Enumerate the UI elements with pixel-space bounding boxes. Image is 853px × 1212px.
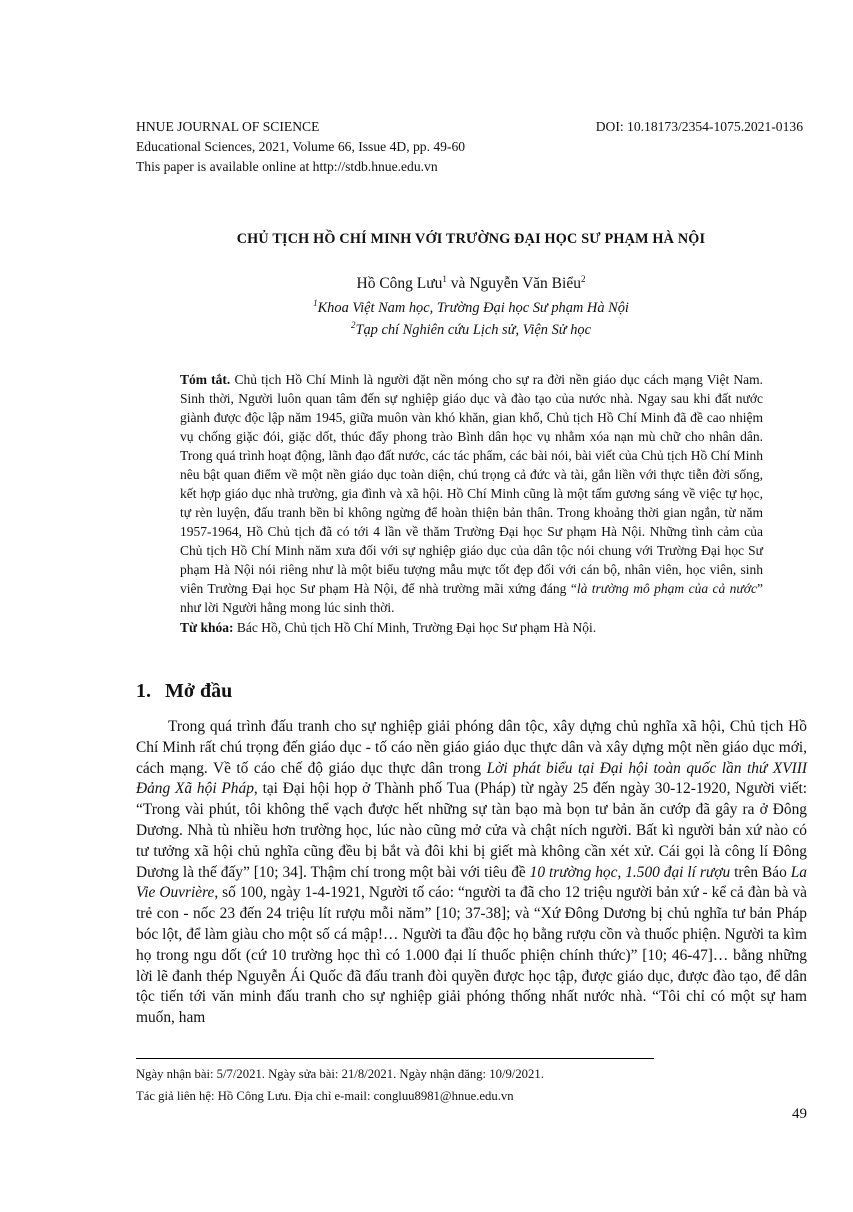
keywords-label: Từ khóa: xyxy=(180,620,234,635)
body-italic-run: La Vie Ouvrière xyxy=(136,863,808,902)
page-number: 49 xyxy=(792,1106,807,1122)
abstract-label: Tóm tắt. xyxy=(180,372,231,387)
keywords-text: Bác Hồ, Chủ tịch Hồ Chí Minh, Trường Đại học Sư phạm Hà Nội. xyxy=(233,620,597,635)
body-text xyxy=(136,717,807,1029)
affiliation-2-text: Tạp chí Nghiên cứu Lịch sử, Viện Sử học xyxy=(355,322,591,338)
affiliation-1-sup: 1 xyxy=(313,298,318,309)
affiliation-2-sup: 2 xyxy=(350,320,356,331)
body-italic-run: Lời phát biểu tại Đại hội toàn quốc lần thứ XVIII Đảng Xã hội Pháp xyxy=(136,759,808,798)
footnote-dates: Ngày nhận bài: 5/7/2021. Ngày sửa bài: 21/8/2021. Ngày nhận đăng: 10/9/2021. xyxy=(136,1067,544,1081)
abstract-quote: là trường mô phạm của cả nước xyxy=(576,581,757,596)
body-text-run: Trong quá trình đấu tranh cho sự nghiệp giải phóng dân tộc, xây dựng chủ nghĩa xã hội, Chủ tịch Hồ Chí Minh rất chú trọng đến giáo dục - tố cáo nền giáo giáo dục thực dân và xây dựng một nền giáo dục mới, cách mạng. Về tố cáo chế độ giáo dục thực dân trong xyxy=(136,718,807,777)
section-heading xyxy=(136,680,232,703)
paper-title: CHỦ TỊCH HỒ CHÍ MINH VỚI TRƯỜNG ĐẠI HỌC SƯ PHẠM HÀ NỘI xyxy=(236,231,706,247)
author-1-sup: 1 xyxy=(442,273,447,284)
doi: DOI: 10.18173/2354-1075.2021-0136 xyxy=(595,119,803,134)
footnote-contact: Tác giả liên hệ: Hồ Công Lưu. Địa chỉ e-mail: congluu8981@hnue.edu.vn xyxy=(136,1089,514,1103)
abstract-paragraph xyxy=(180,370,763,617)
author-2-sup: 2 xyxy=(580,273,586,284)
affiliation-1 xyxy=(136,300,806,317)
affiliation-1-text: Khoa Việt Nam học, Trường Đại học Sư phạm Hà Nội xyxy=(317,300,629,316)
body-text-run: trên Báo xyxy=(730,863,791,881)
affiliation-2 xyxy=(136,322,806,339)
authors-and: và xyxy=(446,275,470,292)
footnote-divider xyxy=(136,1058,654,1059)
section-number: 1. xyxy=(136,680,151,702)
issue-info: Educational Sciences, 2021, Volume 66, Issue 4D, pp. 49-60 xyxy=(136,139,466,154)
body-text-run: , số 100, ngày 1-4-1921, Người tố cáo: “người ta đã cho 12 triệu người bản xứ - kể cả đàn bà và trẻ con - nốc 23 đến 24 triệu lít rượu mỗi năm” [10; 37-38]; và “Xứ Đông Dương bị chủ nghĩa tư bản Pháp bóc lột, để làm giàu cho một số cá mập!… Người ta đầu độc họ bằng rượu cồn và thuốc phiện. Người ta kìm họ trong ngu dốt (cứ 10 trường học thì có 1.000 đại lí thuốc phiện chính thức)” [10; 46-47]… bằng những lời lẽ đanh thép Nguyễn Ái Quốc đã đấu tranh đòi quyền được học tập, được giáo dục, được đào tạo, để dân tộc tiến tới văn minh đấu tranh cho sự nghiệp giải phóng thống nhất nước nhà. “Tôi chỉ có một sự ham muốn, ham xyxy=(136,884,807,1027)
author-1: Hồ Công Lưu xyxy=(356,275,443,292)
online-info: This paper is available online at http://stdb.hnue.edu.vn xyxy=(136,159,438,174)
author-2: Nguyễn Văn Biểu xyxy=(469,275,581,292)
body-italic-run: 10 trường học, 1.500 đại lí rượu xyxy=(529,863,731,881)
abstract xyxy=(180,370,763,637)
abstract-text: Chủ tịch Hồ Chí Minh là người đặt nền móng cho sự ra đời nền giáo dục cách mạng Việt Nam. Sinh thời, Người luôn quan tâm đến sự nghiệp giáo dục và đào tạo của nước nhà. Ngay sau khi đất nước giành được độc lập năm 1945, giữa muôn vàn khó khăn, gian khổ, Chủ tịch Hồ Chí Minh đã đề cao nhiệm vụ chống giặc đói, giặc dốt, thúc đẩy phong trào Bình dân học vụ nhằm xóa nạn mù chữ cho nhân dân. Trong quá trình hoạt động, lãnh đạo đất nước, các tác phẩm, các bài nói, bài viết của Chủ tịch Hồ Chí Minh nêu bật quan điểm về một nền giáo dục toàn diện, chú trọng cả đức và tài, gắn liền với thực tiễn đời sống, kết hợp giáo dục nhà trường, gia đình và xã hội. Hồ Chí Minh cũng là một tấm gương sáng về việc tự học, tự rèn luyện, đấu tranh bền bỉ không ngừng để hoàn thiện bản thân. Trong khoảng thời gian ngắn, từ năm 1957-1964, Hồ Chủ tịch đã có tới 4 lần về thăm Trường Đại học Sư phạm Hà Nội. Những tình cảm của Chủ tịch Hồ Chí Minh năm xưa đối với sự nghiệp giáo dục của dân tộc nói chung với Trường Đại học Sư phạm Hà Nội nói riêng như là một biểu tượng mẫu mực tốt đẹp đối với cán bộ, nhân viên, học viên, sinh viên Trường Đại học Sư phạm Hà Nội, để nhà trường mãi xứng đáng “ xyxy=(180,372,763,596)
journal-name: HNUE JOURNAL OF SCIENCE xyxy=(136,119,320,134)
keywords xyxy=(180,618,763,637)
section-title: Mở đầu xyxy=(165,680,233,702)
body-text-run: , tại Đại hội họp ở Thành phố Tua (Pháp) từ ngày 25 đến ngày 30-12-1920, Người viết: “Trong vài phút, tôi không thể vạch được hết những sự tàn bạo mà bọn tư bản ăn cướp đã gây ra ở Đông Dương. Nhà tù nhiều hơn trường học, lúc nào cũng mở cửa và chật ních người. Bất kì người bản xứ nào có tư tưởng xã hội chủ nghĩa cũng đều bị bắt và đôi khi bị giết mà không cần xét xử. Cái gọi là công lí Đông Dương là thế đấy” [10; 34]. Thậm chí trong một bài với tiêu đề xyxy=(136,780,808,881)
abstract-tail: ” như lời Người hằng mong lúc sinh thời. xyxy=(180,581,763,615)
authors xyxy=(136,275,806,293)
body-paragraph xyxy=(136,717,807,1029)
